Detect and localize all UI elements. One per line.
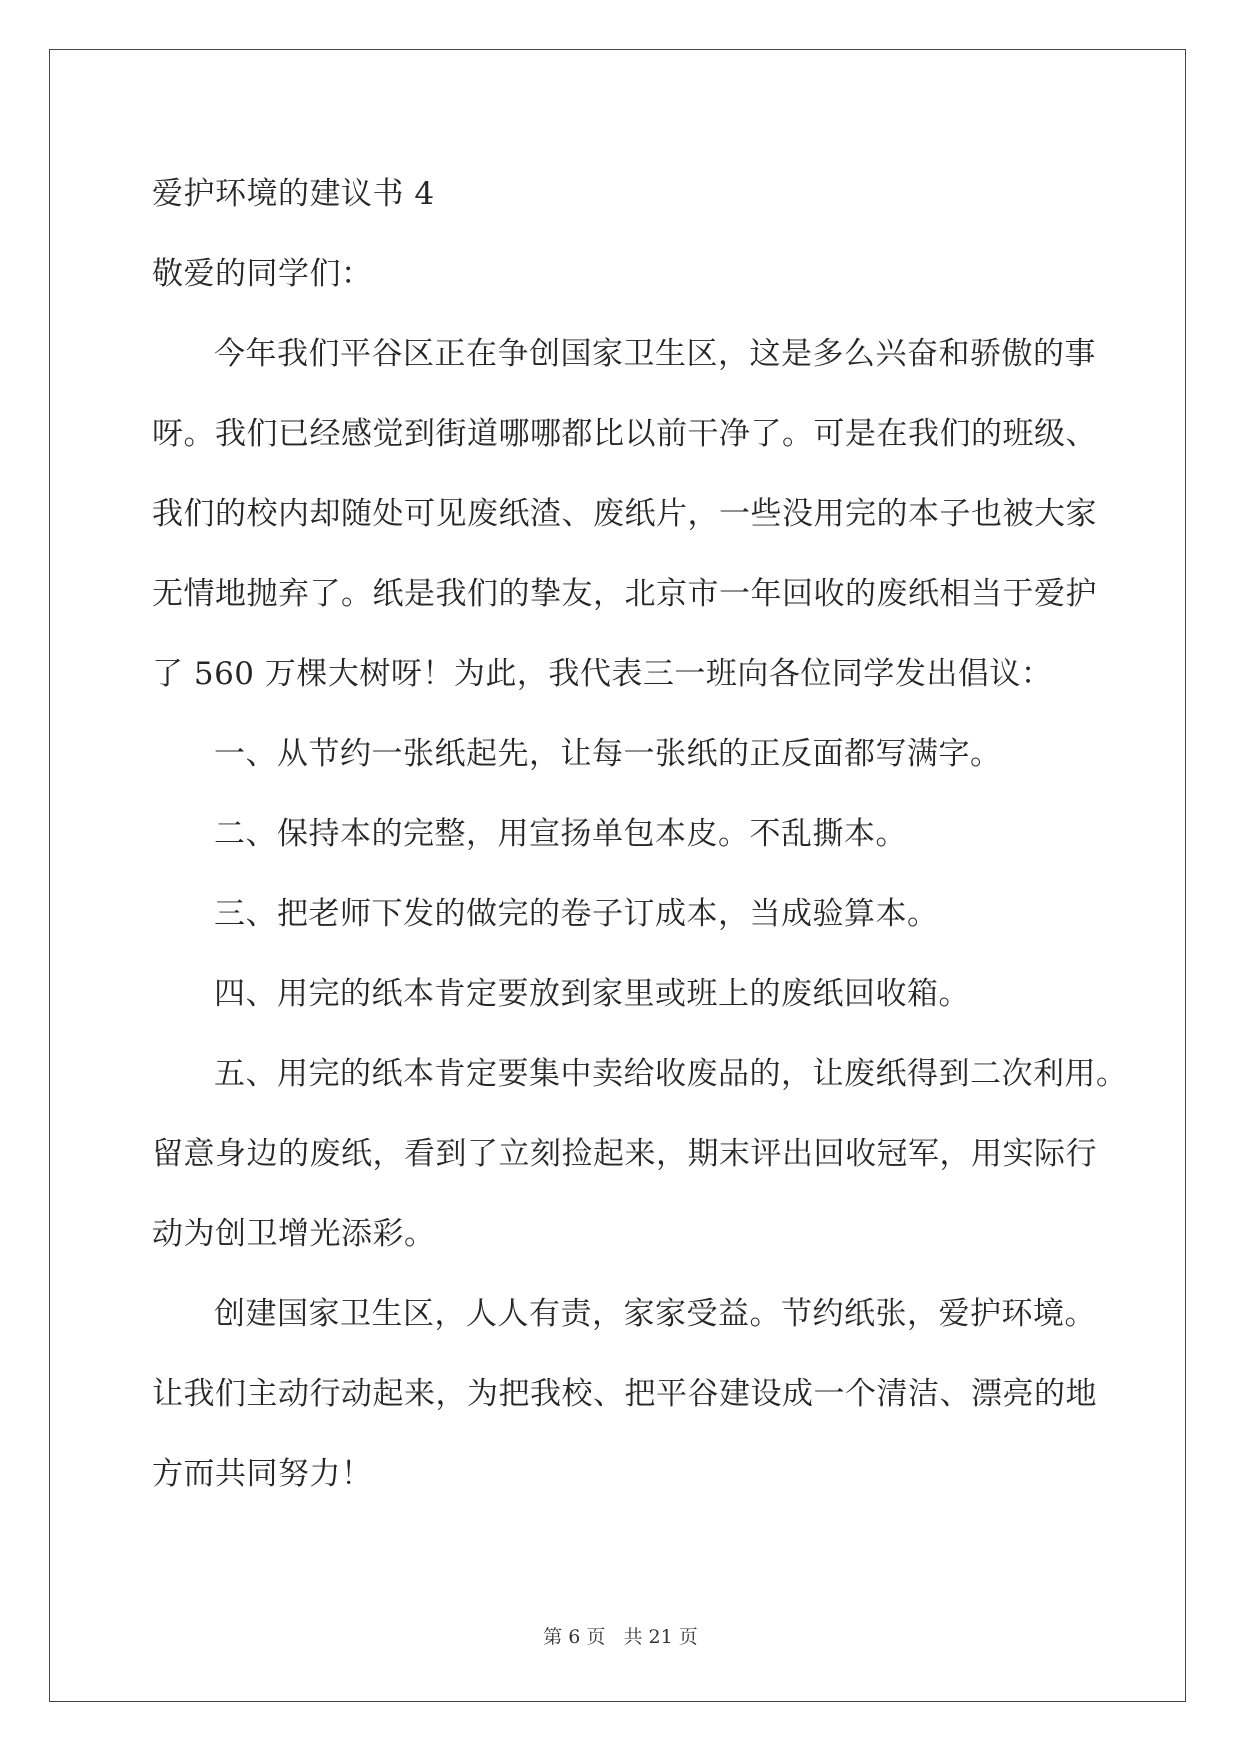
page-total: 共 21 页 (623, 1626, 698, 1648)
list-item: 四、用完的纸本肯定要放到家里或班上的废纸回收箱。 (214, 976, 970, 1012)
paragraph-line: 动为创卫增光添彩。 (152, 1216, 436, 1252)
page-number: 第 6 页 (543, 1626, 606, 1648)
paragraph-line: 方而共同努力！ (152, 1456, 373, 1492)
paragraph-line: 留意身边的废纸，看到了立刻捡起来，期末评出回收冠军，用实际行 (152, 1136, 1097, 1172)
salutation: 敬爱的同学们： (152, 256, 373, 292)
page-footer (0, 1622, 1241, 1649)
list-item: 三、把老师下发的做完的卷子订成本，当成验算本。 (214, 896, 939, 932)
paragraph-line: 呀。我们已经感觉到街道哪哪都比以前干净了。可是在我们的班级、 (152, 416, 1097, 452)
paragraph-line: 我们的校内却随处可见废纸渣、废纸片，一些没用完的本子也被大家 (152, 496, 1097, 532)
list-item: 一、从节约一张纸起先，让每一张纸的正反面都写满字。 (214, 736, 1002, 772)
paragraph-line: 无情地抛弃了。纸是我们的挚友，北京市一年回收的废纸相当于爱护 (152, 576, 1097, 612)
paragraph-line: 创建国家卫生区，人人有责，家家受益。节约纸张，爱护环境。 (214, 1296, 1096, 1332)
paragraph-line: 今年我们平谷区正在争创国家卫生区，这是多么兴奋和骄傲的事 (214, 336, 1096, 372)
document-title: 爱护环境的建议书 4 (152, 176, 435, 212)
paragraph-line: 了 560 万棵大树呀！为此，我代表三一班向各位同学发出倡议： (152, 656, 1053, 692)
list-item: 二、保持本的完整，用宣扬单包本皮。不乱撕本。 (214, 816, 907, 852)
paragraph-line: 让我们主动行动起来，为把我校、把平谷建设成一个清洁、漂亮的地 (152, 1376, 1097, 1412)
list-item: 五、用完的纸本肯定要集中卖给收废品的，让废纸得到二次利用。 (214, 1056, 1128, 1092)
